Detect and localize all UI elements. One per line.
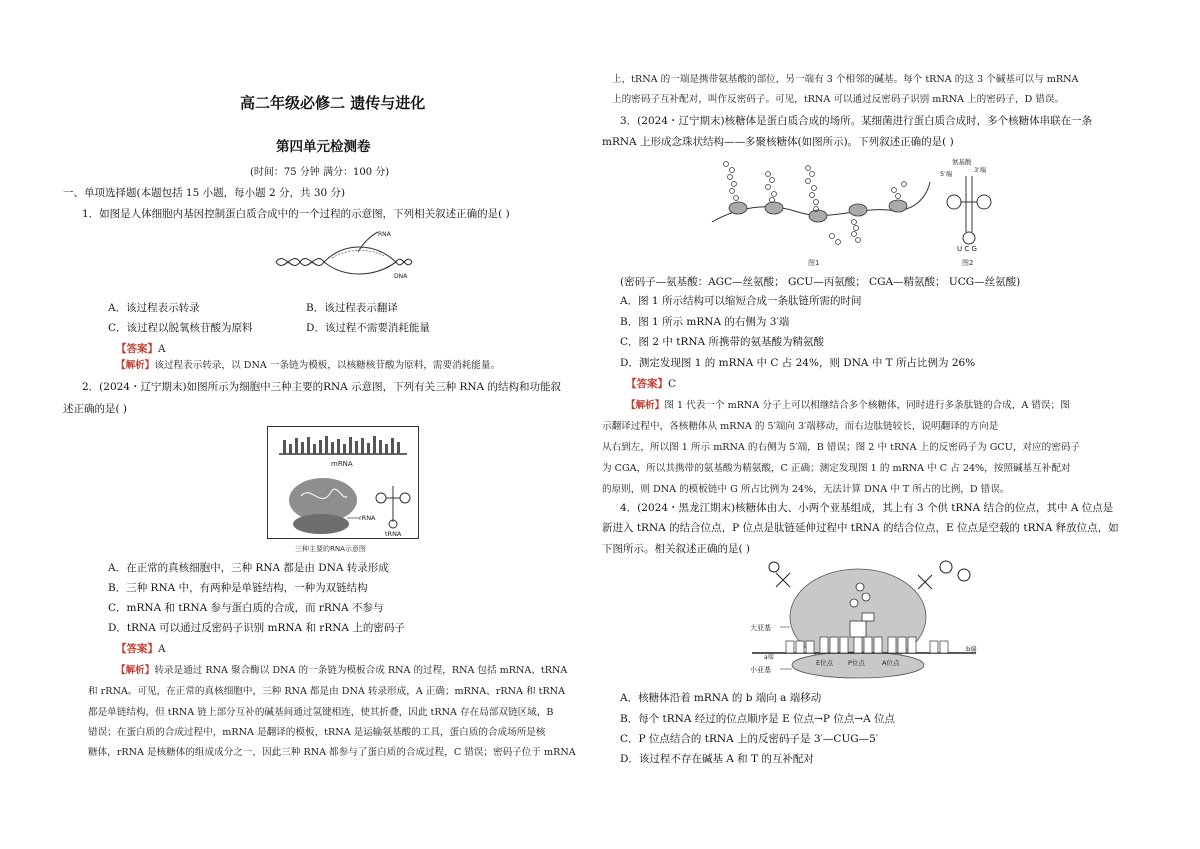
q1-fig-rna-label: RNA bbox=[378, 231, 391, 238]
q4-stem-line3: 下图所示。相关叙述正确的是( ) bbox=[602, 543, 751, 555]
q4-fig-e-site: E位点 bbox=[816, 659, 834, 667]
q3-explanation-line5: 的原则，则 DNA 的模板链中 G 所占比例为 24%，无法计算 DNA 中 T 所占的比例，D 错误。 bbox=[602, 484, 1010, 495]
q4-ribosome-figure bbox=[750, 557, 990, 681]
q4-option-a: A．核糖体沿着 mRNA 的 b 端向 a 端移动 bbox=[620, 692, 822, 704]
q2-fig-mrna-label: mRNA bbox=[331, 460, 353, 468]
q3-fig1-label: 图1 bbox=[808, 259, 820, 267]
q1-answer: 【答案】A bbox=[116, 343, 166, 355]
q2-explanation-line3: 都是单链结构，但 tRNA 链上部分互补的碱基间通过氢键相连，使其折叠，因此 tRNA 存在局部双链区域，B bbox=[88, 707, 554, 718]
q2-answer: 【答案】A bbox=[116, 643, 166, 655]
q3-option-a: A．图 1 所示结构可以缩短合成一条肽链所需的时间 bbox=[620, 295, 862, 307]
q3-explanation-line3: 从右到左，所以图 1 所示 mRNA 的右侧为 5′端，B 错误；图 2 中 tRNA 上的反密码子为 GCU，对应的密码子 bbox=[602, 442, 1081, 453]
q4-stem-line1: 4．(2024・黑龙江期末)核糖体由大、小两个亚基组成，其上有 3 个供 tRNA 结合的位点，其中 A 位点是 bbox=[620, 502, 1114, 514]
q4-fig-b-end: b端 bbox=[966, 645, 977, 653]
q3-explanation-line1: 【解析】图 1 代表一个 mRNA 分子上可以相继结合多个核糖体，同时进行多条肽链的合成，A 错误；图 bbox=[626, 400, 1070, 411]
q4-fig-large-subunit: 大亚基 bbox=[750, 624, 771, 632]
q4-option-d: D．该过程不存在碱基 A 和 T 的互补配对 bbox=[620, 753, 814, 765]
q3-fig-5p-label: 5′端 bbox=[940, 170, 953, 178]
q1-stem: 1．如图是人体细胞内基因控制蛋白质合成中的一个过程的示意图，下列相关叙述正确的是( ) bbox=[82, 208, 510, 220]
q3-explanation-line4: 为 CGA，所以其携带的氨基酸为精氨酸，C 正确；测定发现图 1 的 mRNA 中 C 占 24%，按照碱基互补配对 bbox=[602, 463, 1071, 474]
q3-stem-line1: 3．(2024・辽宁期末)核糖体是蛋白质合成的场所。某细菌进行蛋白质合成时，多个核糖体串联在一条 bbox=[620, 115, 1093, 127]
q4-fig-p-site: P位点 bbox=[848, 659, 865, 667]
page-subtitle: 第四单元检测卷 bbox=[276, 139, 371, 155]
q3-option-d: D．测定发现图 1 的 mRNA 中 C 占 24%，则 DNA 中 T 所占比例为 26% bbox=[620, 357, 976, 369]
q2-explanation-line7: 上的密码子互补配对，叫作反密码子。可见，tRNA 可以通过反密码子识别 mRNA 上的密码子，D 错误。 bbox=[612, 94, 1065, 105]
q2-explanation-line1: 【解析】转录是通过 RNA 聚合酶以 DNA 的一条链为模板合成 RNA 的过程，RNA 包括 mRNA、tRNA bbox=[116, 665, 568, 676]
q2-explanation-line2: 和 rRNA。可见，在正常的真核细胞中，三种 RNA 都是由 DNA 转录形成，A 正确；mRNA、rRNA 和 tRNA bbox=[88, 686, 566, 697]
q4-fig-a-site: A位点 bbox=[882, 659, 900, 667]
page-title: 高二年级必修二 遗传与进化 bbox=[240, 94, 426, 112]
q2-option-d: D．tRNA 可以通过反密码子识别 mRNA 和 rRNA 上的密码子 bbox=[108, 622, 405, 634]
q3-explanation-line2: 示翻译过程中，各核糖体从 mRNA 的 5′端向 3′端移动，而右边肽链较长，说明翻译的方向是 bbox=[602, 421, 999, 432]
q1-transcription-figure bbox=[274, 228, 414, 280]
q1-explanation: 【解析】该过程表示转录，以 DNA 一条链为模板，以核糖核苷酸为原料，需要消耗能量。 bbox=[116, 360, 501, 371]
q3-option-c: C．图 2 中 tRNA 所携带的氨基酸为精氨酸 bbox=[620, 336, 824, 348]
q4-fig-a-end: a端 bbox=[764, 654, 774, 661]
q2-fig-caption: 三种主要的RNA示意图 bbox=[295, 545, 366, 553]
q2-explanation-line6: 上，tRNA 的一端是携带氨基酸的部位，另一端有 3 个相邻的碱基。每个 tRNA 的这 3 个碱基可以与 mRNA bbox=[612, 74, 1079, 85]
q1-option-b: B．该过程表示翻译 bbox=[306, 302, 398, 314]
q3-fig-anticodon: U C G bbox=[957, 245, 977, 253]
q3-codon-table: (密码子—氨基酸：AGC—丝氨酸； GCU—丙氨酸； CGA—精氨酸； UCG—丝氨酸) bbox=[620, 276, 1021, 288]
q4-option-b: B．每个 tRNA 经过的位点顺序是 E 位点→P 位点→A 位点 bbox=[620, 713, 896, 725]
q3-option-b: B．图 1 所示 mRNA 的右侧为 3′端 bbox=[620, 316, 790, 328]
q1-option-a: A．该过程表示转录 bbox=[108, 302, 200, 314]
q1-option-c: C．该过程以脱氧核苷酸为原料 bbox=[108, 322, 253, 334]
q2-option-b: B．三种 RNA 中，有两种是单链结构，一种为双链结构 bbox=[108, 582, 368, 594]
q2-explanation-line4: 错误；在蛋白质的合成过程中，mRNA 是翻译的模板，tRNA 是运输氨基酸的工具，蛋白质的合成场所是核 bbox=[88, 727, 546, 738]
q4-fig-small-subunit: 小亚基 bbox=[750, 666, 771, 674]
q2-option-a: A．在正常的真核细胞中，三种 RNA 都是由 DNA 转录形成 bbox=[108, 562, 389, 574]
q1-fig-dna-label: DNA bbox=[394, 273, 408, 280]
section-heading: 一、单项选择题(本题包括 15 小题，每小题 2 分，共 30 分) bbox=[63, 187, 346, 199]
q3-answer: 【答案】C bbox=[626, 378, 677, 390]
q1-option-d: D．该过程不需要消耗能量 bbox=[306, 322, 430, 334]
q3-polysome-figure bbox=[708, 152, 1028, 270]
q2-explanation-line5: 糖体，rRNA 是核糖体的组成成分之一，因此三种 RNA 都参与了蛋白质的合成过程，C 错误；密码子位于 mRNA bbox=[88, 747, 576, 758]
q2-fig-trna-label: tRNA bbox=[385, 530, 402, 538]
q2-rna-figure bbox=[267, 426, 419, 556]
q3-fig2-label: 图2 bbox=[962, 259, 974, 267]
q2-fig-rrna-label: rRNA bbox=[359, 514, 376, 522]
q3-stem-line2: mRNA 上形成念珠状结构——多聚核糖体(如图所示)。下列叙述正确的是( ) bbox=[602, 136, 954, 148]
q2-stem-line1: 2．(2024・辽宁期末)如图所示为细胞中三种主要的RNA 示意图，下列有关三种 RNA 的结构和功能叙 bbox=[82, 381, 561, 393]
q3-fig-3p-label: 3′端 bbox=[974, 166, 987, 174]
q2-stem-line2: 述正确的是( ) bbox=[63, 403, 128, 415]
exam-info: (时间：75 分钟 满分：100 分) bbox=[250, 167, 390, 178]
q2-option-c: C．mRNA 和 tRNA 参与蛋白质的合成，而 rRNA 不参与 bbox=[108, 602, 384, 614]
q3-fig-aa-label: 氨基酸 bbox=[952, 158, 972, 166]
q4-option-c: C．P 位点结合的 tRNA 上的反密码子是 3′—CUG—5′ bbox=[620, 733, 879, 745]
q4-stem-line2: 新进入 tRNA 的结合位点，P 位点是肽链延伸过程中 tRNA 的结合位点，E 位点是空载的 tRNA 释放位点，如 bbox=[602, 522, 1119, 534]
